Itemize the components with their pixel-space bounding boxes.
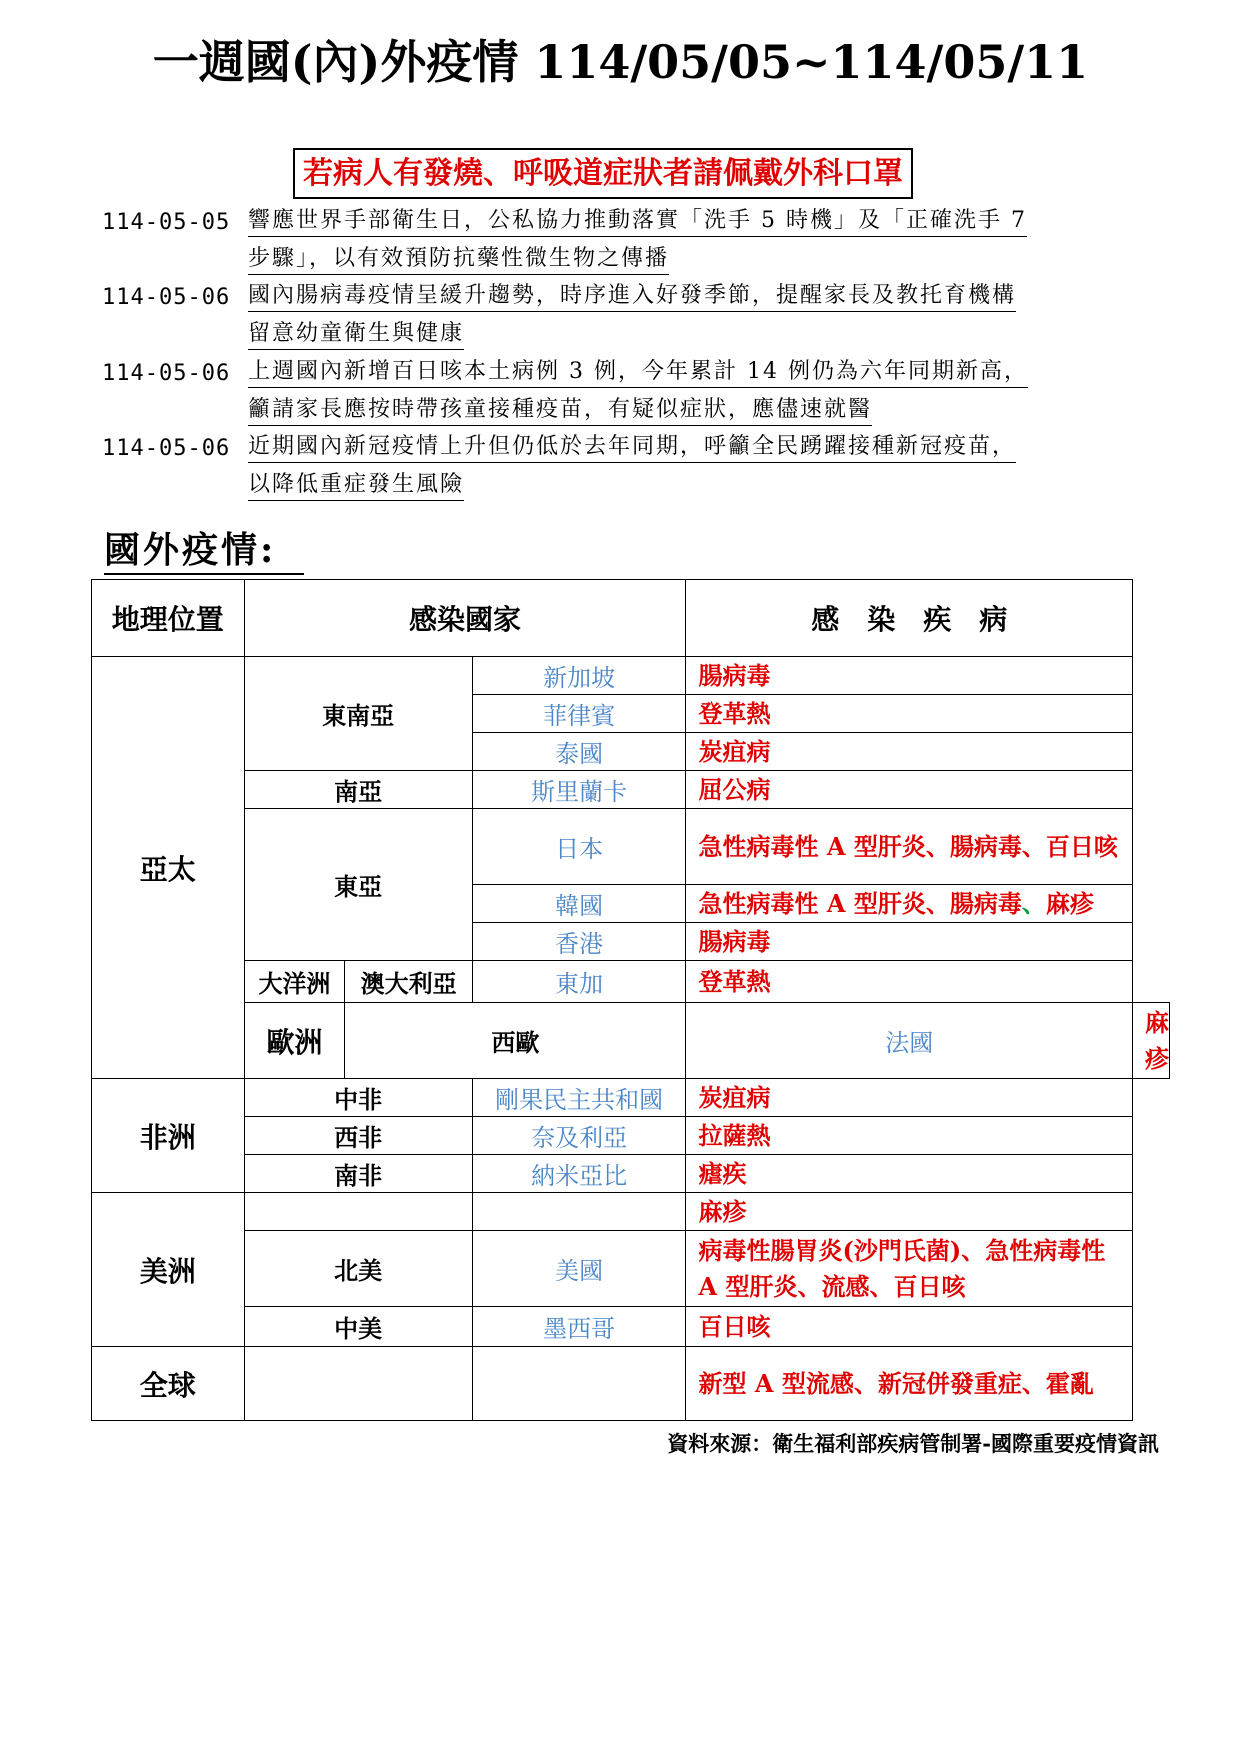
- country-nigeria: 奈及利亞: [472, 1117, 686, 1155]
- subregion-w-europe: 西歐: [345, 1003, 686, 1079]
- disease-america-blank: 麻疹: [686, 1193, 1133, 1231]
- country-namibia: 納米亞比: [472, 1155, 686, 1193]
- region-asia: 亞太: [92, 657, 245, 1079]
- news-date: 114-05-06: [102, 361, 231, 386]
- news-text-line1: 上週國內新增百日咳本土病例 3 例，今年累計 14 例仍為六年同期新高，: [248, 357, 1028, 388]
- country-tonga: 東加: [472, 961, 686, 1003]
- subregion-c-america: 中美: [244, 1307, 472, 1347]
- header-disease: 感 染 疾 病: [686, 580, 1133, 657]
- news-text-line2: 籲請家長應按時帶孩童接種疫苗，有疑似症狀，應儘速就醫: [248, 395, 872, 426]
- disease-singapore: 腸病毒: [686, 657, 1133, 695]
- country-philippines: 菲律賓: [472, 695, 686, 733]
- disease-nigeria: 拉薩熱: [686, 1117, 1133, 1155]
- table-row: [92, 657, 1170, 695]
- region-america: 美洲: [92, 1193, 245, 1347]
- table-row: [92, 1347, 1170, 1421]
- country-japan: 日本: [472, 809, 686, 885]
- subregion-n-america: 北美: [244, 1231, 472, 1307]
- disease-hongkong: 腸病毒: [686, 923, 1133, 961]
- disease-korea-part2: 麻疹: [1045, 888, 1094, 918]
- disease-france: 麻疹: [1133, 1003, 1170, 1079]
- disease-usa: 病毒性腸胃炎(沙門氏菌)、急性病毒性 A 型肝炎、流感、百日咳: [686, 1231, 1133, 1307]
- news-date: 114-05-05: [102, 210, 231, 235]
- table-row: [92, 771, 1170, 809]
- disease-global: 新型 A 型流感、新冠併發重症、霍亂: [686, 1347, 1133, 1421]
- country-hongkong: 香港: [472, 923, 686, 961]
- news-text-line2: 留意幼童衛生與健康: [248, 319, 464, 350]
- header-location: 地理位置: [92, 580, 245, 657]
- news-text-line1: 近期國內新冠疫情上升但仍低於去年同期，呼籲全民踴躍接種新冠疫苗，: [248, 432, 1016, 463]
- news-text-line2: 步驟」，以有效預防抗藥性微生物之傳播: [248, 244, 669, 275]
- disease-drc: 炭疽病: [686, 1079, 1133, 1117]
- subregion-oceania: 大洋洲: [244, 961, 345, 1003]
- disease-korea: [686, 885, 1133, 923]
- subregion-s-asia: 南亞: [244, 771, 472, 809]
- disease-philippines: 登革熱: [686, 695, 1133, 733]
- page-title: 一週國(內)外疫情 114/05/05~114/05/11: [152, 35, 1089, 89]
- news-text-line1: 響應世界手部衛生日，公私協力推動落實「洗手 5 時機」及「正確洗手 7: [248, 206, 1027, 237]
- disease-thailand: 炭疽病: [686, 733, 1133, 771]
- subregion-global-blank: [244, 1347, 472, 1421]
- subregion-w-africa: 西非: [244, 1117, 472, 1155]
- table-row: [92, 1231, 1170, 1307]
- table-header-row: [92, 580, 1170, 657]
- subregion-se-asia: 東南亞: [244, 657, 472, 771]
- disease-korea-part1: 急性病毒性 A 型肝炎、腸病毒: [698, 888, 1022, 918]
- region-global: 全球: [92, 1347, 245, 1421]
- country-srilanka: 斯里蘭卡: [472, 771, 686, 809]
- subregion-c-africa: 中非: [244, 1079, 472, 1117]
- country-mexico: 墨西哥: [472, 1307, 686, 1347]
- disease-table: [91, 579, 1170, 1421]
- table-row: [92, 1193, 1170, 1231]
- country-singapore: 新加坡: [472, 657, 686, 695]
- region-europe: 歐洲: [244, 1003, 345, 1079]
- table-row: [92, 961, 1170, 1003]
- header-country: 感染國家: [244, 580, 686, 657]
- subregion-australia: 澳大利亞: [345, 961, 472, 1003]
- subregion-e-asia: 東亞: [244, 809, 472, 961]
- table-row: [92, 809, 1170, 885]
- mask-warning: 若病人有發燒、呼吸道症狀者請佩戴外科口罩: [293, 148, 913, 199]
- country-france: 法國: [686, 1003, 1133, 1079]
- news-text-line1: 國內腸病毒疫情呈緩升趨勢，時序進入好發季節，提醒家長及教托育機構: [248, 281, 1016, 312]
- disease-srilanka: 屈公病: [686, 771, 1133, 809]
- country-blank: [472, 1193, 686, 1231]
- table-row: [92, 1117, 1170, 1155]
- country-usa: 美國: [472, 1231, 686, 1307]
- section-title: 國外疫情:: [104, 522, 304, 575]
- news-date: 114-05-06: [102, 285, 231, 310]
- disease-tonga: 登革熱: [686, 961, 1133, 1003]
- country-global-blank: [472, 1347, 686, 1421]
- table-row: [92, 1003, 1170, 1079]
- news-text-line2: 以降低重症發生風險: [248, 470, 464, 501]
- disease-korea-separator: 、: [1021, 888, 1046, 918]
- news-date: 114-05-06: [102, 436, 231, 461]
- disease-namibia: 瘧疾: [686, 1155, 1133, 1193]
- subregion-s-africa: 南非: [244, 1155, 472, 1193]
- table-row: [92, 1079, 1170, 1117]
- disease-japan: 急性病毒性 A 型肝炎、腸病毒、百日咳: [686, 809, 1133, 885]
- region-africa: 非洲: [92, 1079, 245, 1193]
- data-source: 資料來源：衛生福利部疾病管制署-國際重要疫情資訊: [667, 1431, 1159, 1456]
- country-thailand: 泰國: [472, 733, 686, 771]
- table-row: [92, 1307, 1170, 1347]
- disease-mexico: 百日咳: [686, 1307, 1133, 1347]
- subregion-blank: [244, 1193, 472, 1231]
- table-row: [92, 1155, 1170, 1193]
- country-korea: 韓國: [472, 885, 686, 923]
- country-drc: 剛果民主共和國: [472, 1079, 686, 1117]
